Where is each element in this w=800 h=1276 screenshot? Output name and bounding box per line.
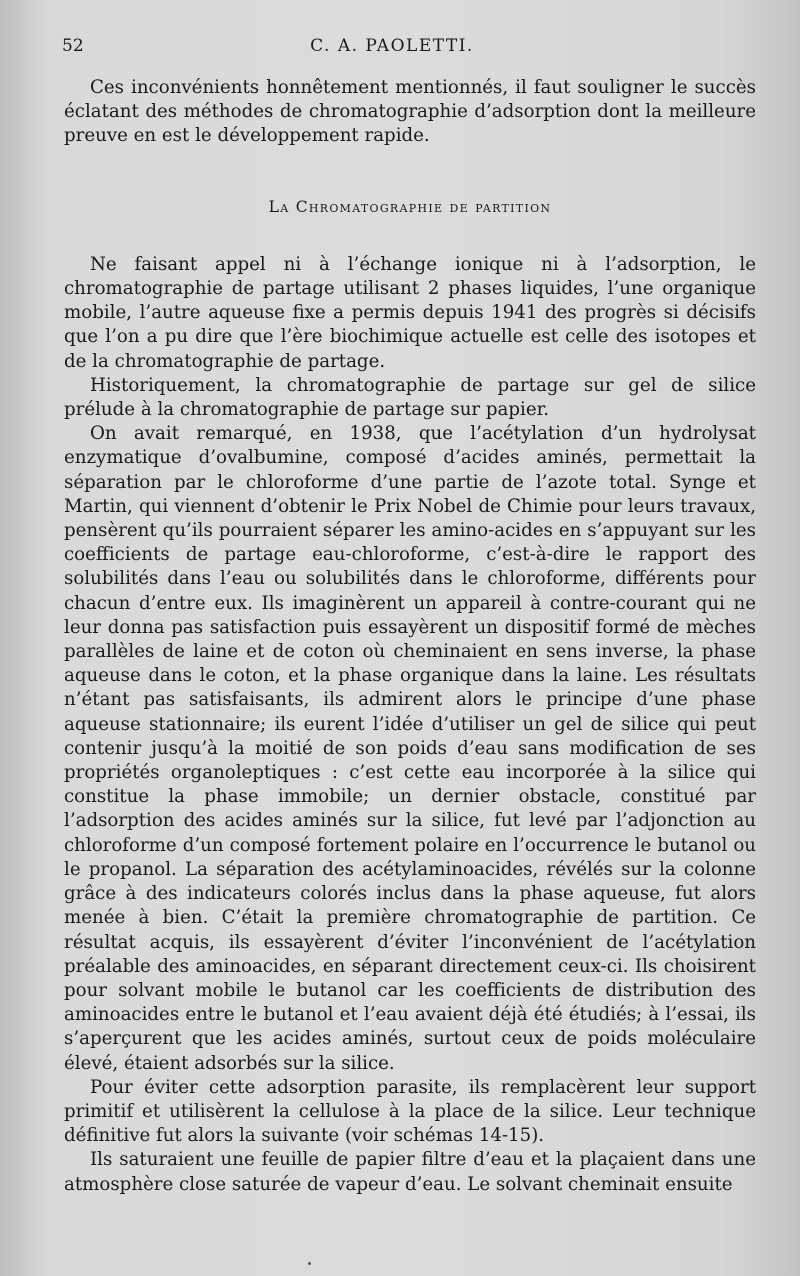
section-heading: La Chromatographie de partition [268, 197, 552, 216]
page-body [64, 76, 756, 1197]
running-head [62, 36, 722, 62]
page-speck [308, 1262, 311, 1265]
paragraph-intro: Ces inconvénients honnêtement mentionnés, il faut souligner le succès éclatant des méthodes de chromatographie d’adsorption dont la meilleure preuve en est le développement rapide. [64, 77, 756, 147]
paragraph: Ne faisant appel ni à l’échange ionique ni à l’adsorption, le chromatographie de partage utilisant 2 phases liquides, l’une organique mobile, l’autre aqueuse fixe a permis depuis 1941 des progrès si décisifs que l’on a pu dire que l’ère biochimique actuelle est celle des isotopes et de la chromatographie de partage. [64, 253, 756, 372]
page-number: 52 [62, 36, 84, 56]
paragraph: On avait remarqué, en 1938, que l’acétylation d’un hydrolysat enzymatique d’ovalbumine, composé d’acides aminés, permettait la séparation par le chloroforme d’une partie de l’azote total. Synge et Martin, qui viennent d’obtenir le Prix Nobel de Chimie pour leurs travaux, pensèrent qu’ils pourraient séparer les amino-acides en s’appuyant sur les coefficients de partage eau-chloroforme, c’est-à-dire le rapport des solubilités dans l’eau ou solubilités dans le chloroforme, différents pour chacun d’entre eux. Ils imaginèrent un appareil à contre-courant qui ne leur donna pas satisfaction puis essayèrent un dispositif formé de mèches parallèles de laine et de coton où cheminaient en sens inverse, la phase aqueuse dans le coton, et la phase organique dans la laine. Les résultats n’étant pas satisfaisants, ils admirent alors le principe d’une phase aqueuse stationnaire; ils eurent l’idée d’utiliser un gel de silice qui peut contenir jusqu’à la moitié de son poids d’eau sans modification de ses propriétés organoleptiques : c’est cette eau incorporée à la silice qui constitue la phase immobile; un dernier obstacle, constitué par l’adsorption des acides aminés sur la silice, fut levé par l’adjonction au chloroforme d’un composé fortement polaire en l’occurrence le butanol ou le propanol. La séparation des acétylaminoacides, révélés sur la colonne grâce à des indicateurs colorés inclus dans la phase aqueuse, fut alors menée à bien. C’était la première chromatographie de partition. Ce résultat acquis, ils essayèrent d’éviter l’inconvénient de l’acétylation préalable des aminoacides, en séparant directement ceux-ci. Ils choisirent pour solvant mobile le butanol car les coefficients de distribution des aminoacides entre le butanol et l’eau avaient déjà été étudiés; à l’essai, ils s’aperçurent que les acides aminés, surtout ceux de poids moléculaire élevé, étaient adsorbés sur la silice. [64, 423, 756, 1074]
paragraph: Ils saturaient une feuille de papier filtre d’eau et la plaçaient dans une atmosphère close saturée de vapeur d’eau. Le solvant cheminait ensuite [64, 1149, 756, 1195]
paragraph: Pour éviter cette adsorption parasite, ils remplacèrent leur support primitif et utilisèrent la cellulose à la place de la silice. Leur technique définitive fut alors la suivante (voir schémas 14-15). [64, 1076, 756, 1147]
paragraph: Historiquement, la chromatographie de partage sur gel de silice prélude à la chromatographie de partage sur papier. [64, 374, 756, 421]
running-title: C. A. PAOLETTI. [310, 36, 474, 56]
